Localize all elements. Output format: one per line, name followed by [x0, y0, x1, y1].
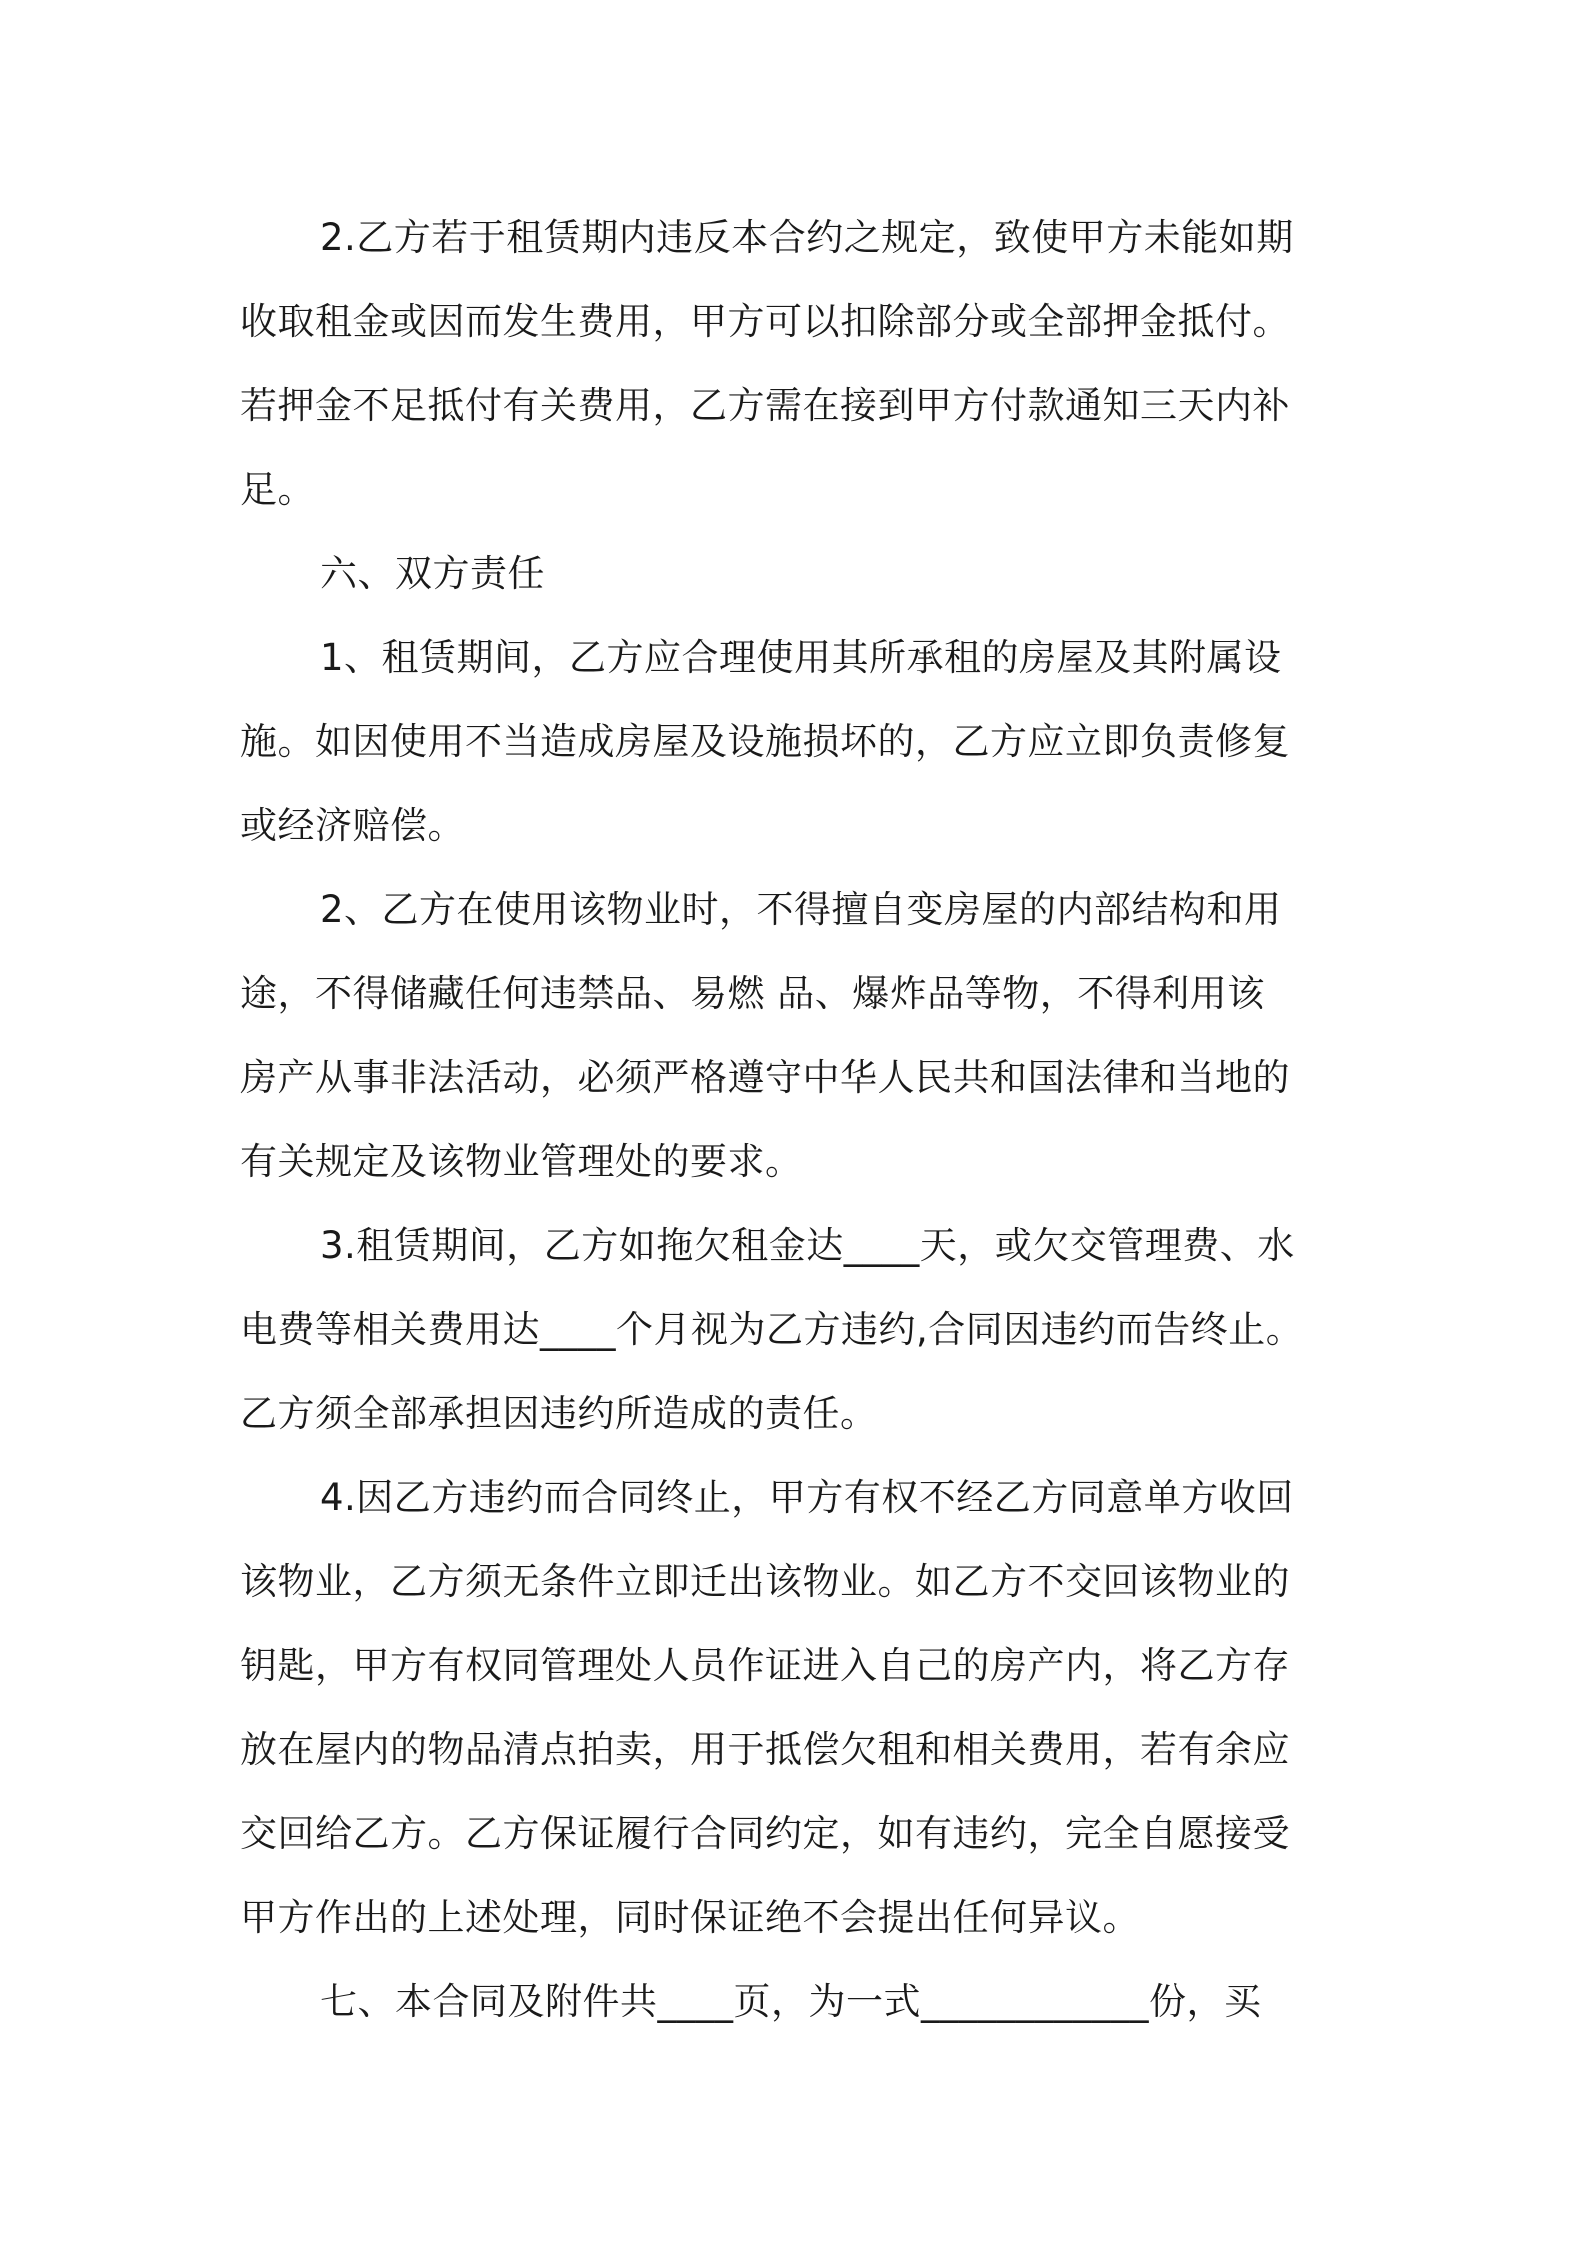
- text-line: 或经济赔偿。: [240, 804, 465, 847]
- text-line: 房产从事非法活动，必须严格遵守中华人民共和国法律和当地的: [240, 1056, 1290, 1099]
- text-line: 1、租赁期间，乙方应合理使用其所承租的房屋及其附属设: [320, 636, 1282, 679]
- text-line: 足。: [240, 468, 315, 511]
- text-line: 4.因乙方违约而合同终止，甲方有权不经乙方同意单方收回: [320, 1476, 1294, 1519]
- text-line: 收取租金或因而发生费用，甲方可以扣除部分或全部押金抵付。: [240, 300, 1290, 343]
- text-line: 交回给乙方。乙方保证履行合同约定，如有违约，完全自愿接受: [240, 1812, 1290, 1855]
- text-line: 施。如因使用不当造成房屋及设施损坏的，乙方应立即负责修复: [240, 720, 1290, 763]
- text-line: 乙方须全部承担因违约所造成的责任。: [240, 1392, 878, 1435]
- document-body: [240, 196, 1350, 2044]
- text-line: 甲方作出的上述处理，同时保证绝不会提出任何异议。: [240, 1896, 1140, 1939]
- text-line: 钥匙，甲方有权同管理处人员作证进入自己的房产内，将乙方存: [240, 1644, 1290, 1687]
- text-line: 该物业，乙方须无条件立即迁出该物业。如乙方不交回该物业的: [240, 1560, 1290, 1603]
- text-line: 电费等相关费用达____个月视为乙方违约,合同因违约而告终止。: [240, 1308, 1304, 1351]
- text-line: 途，不得储藏任何违禁品、易燃 品、爆炸品等物，不得利用该: [240, 972, 1265, 1015]
- text-line: 放在屋内的物品清点拍卖，用于抵偿欠租和相关费用，若有余应: [240, 1728, 1290, 1771]
- text-line: 有关规定及该物业管理处的要求。: [240, 1140, 803, 1183]
- text-line: 3.租赁期间，乙方如拖欠租金达____天，或欠交管理费、水: [320, 1224, 1295, 1267]
- text-line: 2、乙方在使用该物业时，不得擅自变房屋的内部结构和用: [320, 888, 1282, 931]
- section-heading: 七、本合同及附件共____页，为一式____________份，买: [320, 1980, 1262, 2023]
- text-line: 2.乙方若于租赁期内违反本合约之规定，致使甲方未能如期: [320, 216, 1294, 259]
- section-heading: 六、双方责任: [320, 552, 545, 595]
- text-line: 若押金不足抵付有关费用，乙方需在接到甲方付款通知三天内补: [240, 384, 1290, 427]
